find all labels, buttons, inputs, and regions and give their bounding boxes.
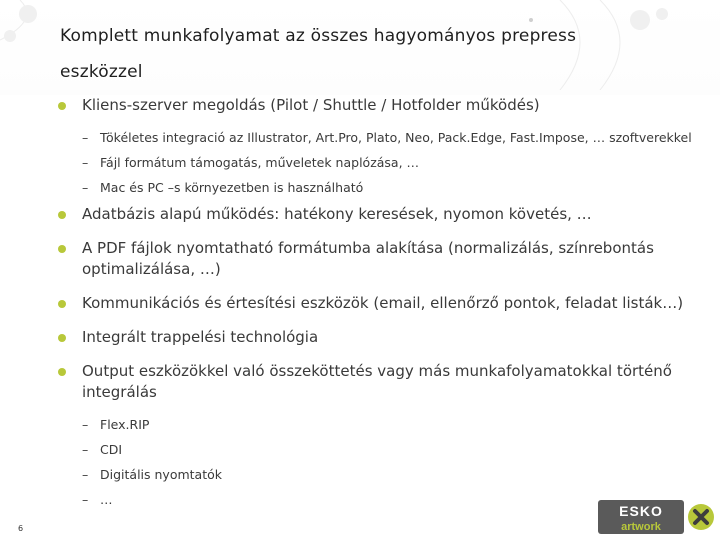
dash-icon: – <box>82 180 89 195</box>
sub-bullet-item <box>56 179 696 197</box>
sub-bullet-text: Mac és PC –s környezetben is használható <box>100 180 364 195</box>
dash-icon: – <box>82 492 89 507</box>
dash-icon: – <box>82 417 89 432</box>
esko-artwork-logo <box>598 494 718 538</box>
sub-bullet-item <box>56 154 696 172</box>
bullet-text: Kliens-szerver megoldás (Pilot / Shuttle / Hotfolder működés) <box>82 96 540 114</box>
bullet-text: Output eszközökkel való összeköttetés vagy más munkafolyamatokkal történő integrálás <box>82 362 672 401</box>
bullet-text: A PDF fájlok nyomtatható formátumba alakítása (normalizálás, színrebontás optimalizálása, …) <box>82 239 654 278</box>
bullet-dot-icon <box>58 211 66 219</box>
bullet-item <box>56 361 696 403</box>
sub-bullet-text: Digitális nyomtatók <box>100 467 222 482</box>
dash-icon: – <box>82 130 89 145</box>
sub-bullet-item <box>56 441 696 459</box>
x-mark-icon <box>688 504 714 530</box>
bullet-dot-icon <box>58 368 66 376</box>
sub-bullet-item <box>56 416 696 434</box>
bullet-item <box>56 238 696 280</box>
bullet-dot-icon <box>58 245 66 253</box>
bullet-item <box>56 95 696 116</box>
sub-bullet-text: … <box>100 492 113 507</box>
bullet-dot-icon <box>58 334 66 342</box>
logo-word-esko: ESKO <box>619 503 663 519</box>
sub-bullet-text: CDI <box>100 442 123 457</box>
bullet-list <box>56 95 696 516</box>
bullet-item <box>56 327 696 348</box>
page-number: 6 <box>18 524 24 533</box>
sub-bullet-item <box>56 466 696 484</box>
sub-bullet-text: Flex.RIP <box>100 417 150 432</box>
bullet-item <box>56 204 696 225</box>
bullet-dot-icon <box>58 300 66 308</box>
dash-icon: – <box>82 155 89 170</box>
bullet-text: Adatbázis alapú működés: hatékony keresések, nyomon követés, … <box>82 205 592 223</box>
sub-bullet-text: Fájl formátum támogatás, műveletek naplózása, … <box>100 155 420 170</box>
bullet-item <box>56 293 696 314</box>
bullet-dot-icon <box>58 102 66 110</box>
logo-word-artwork: artwork <box>621 521 661 533</box>
bullet-text: Integrált trappelési technológia <box>82 328 319 346</box>
page-title: Komplett munkafolyamat az összes hagyományos prepress eszközzel <box>60 26 577 82</box>
bullet-text: Kommunikációs és értesítési eszközök (email, ellenőrző pontok, feladat listák…) <box>82 294 684 312</box>
dash-icon: – <box>82 442 89 457</box>
sub-bullet-text: Tökéletes integració az Illustrator, Art.Pro, Plato, Neo, Pack.Edge, Fast.Impose, … szoftverekkel <box>100 130 692 145</box>
sub-bullet-item <box>56 129 696 147</box>
dash-icon: – <box>82 467 89 482</box>
